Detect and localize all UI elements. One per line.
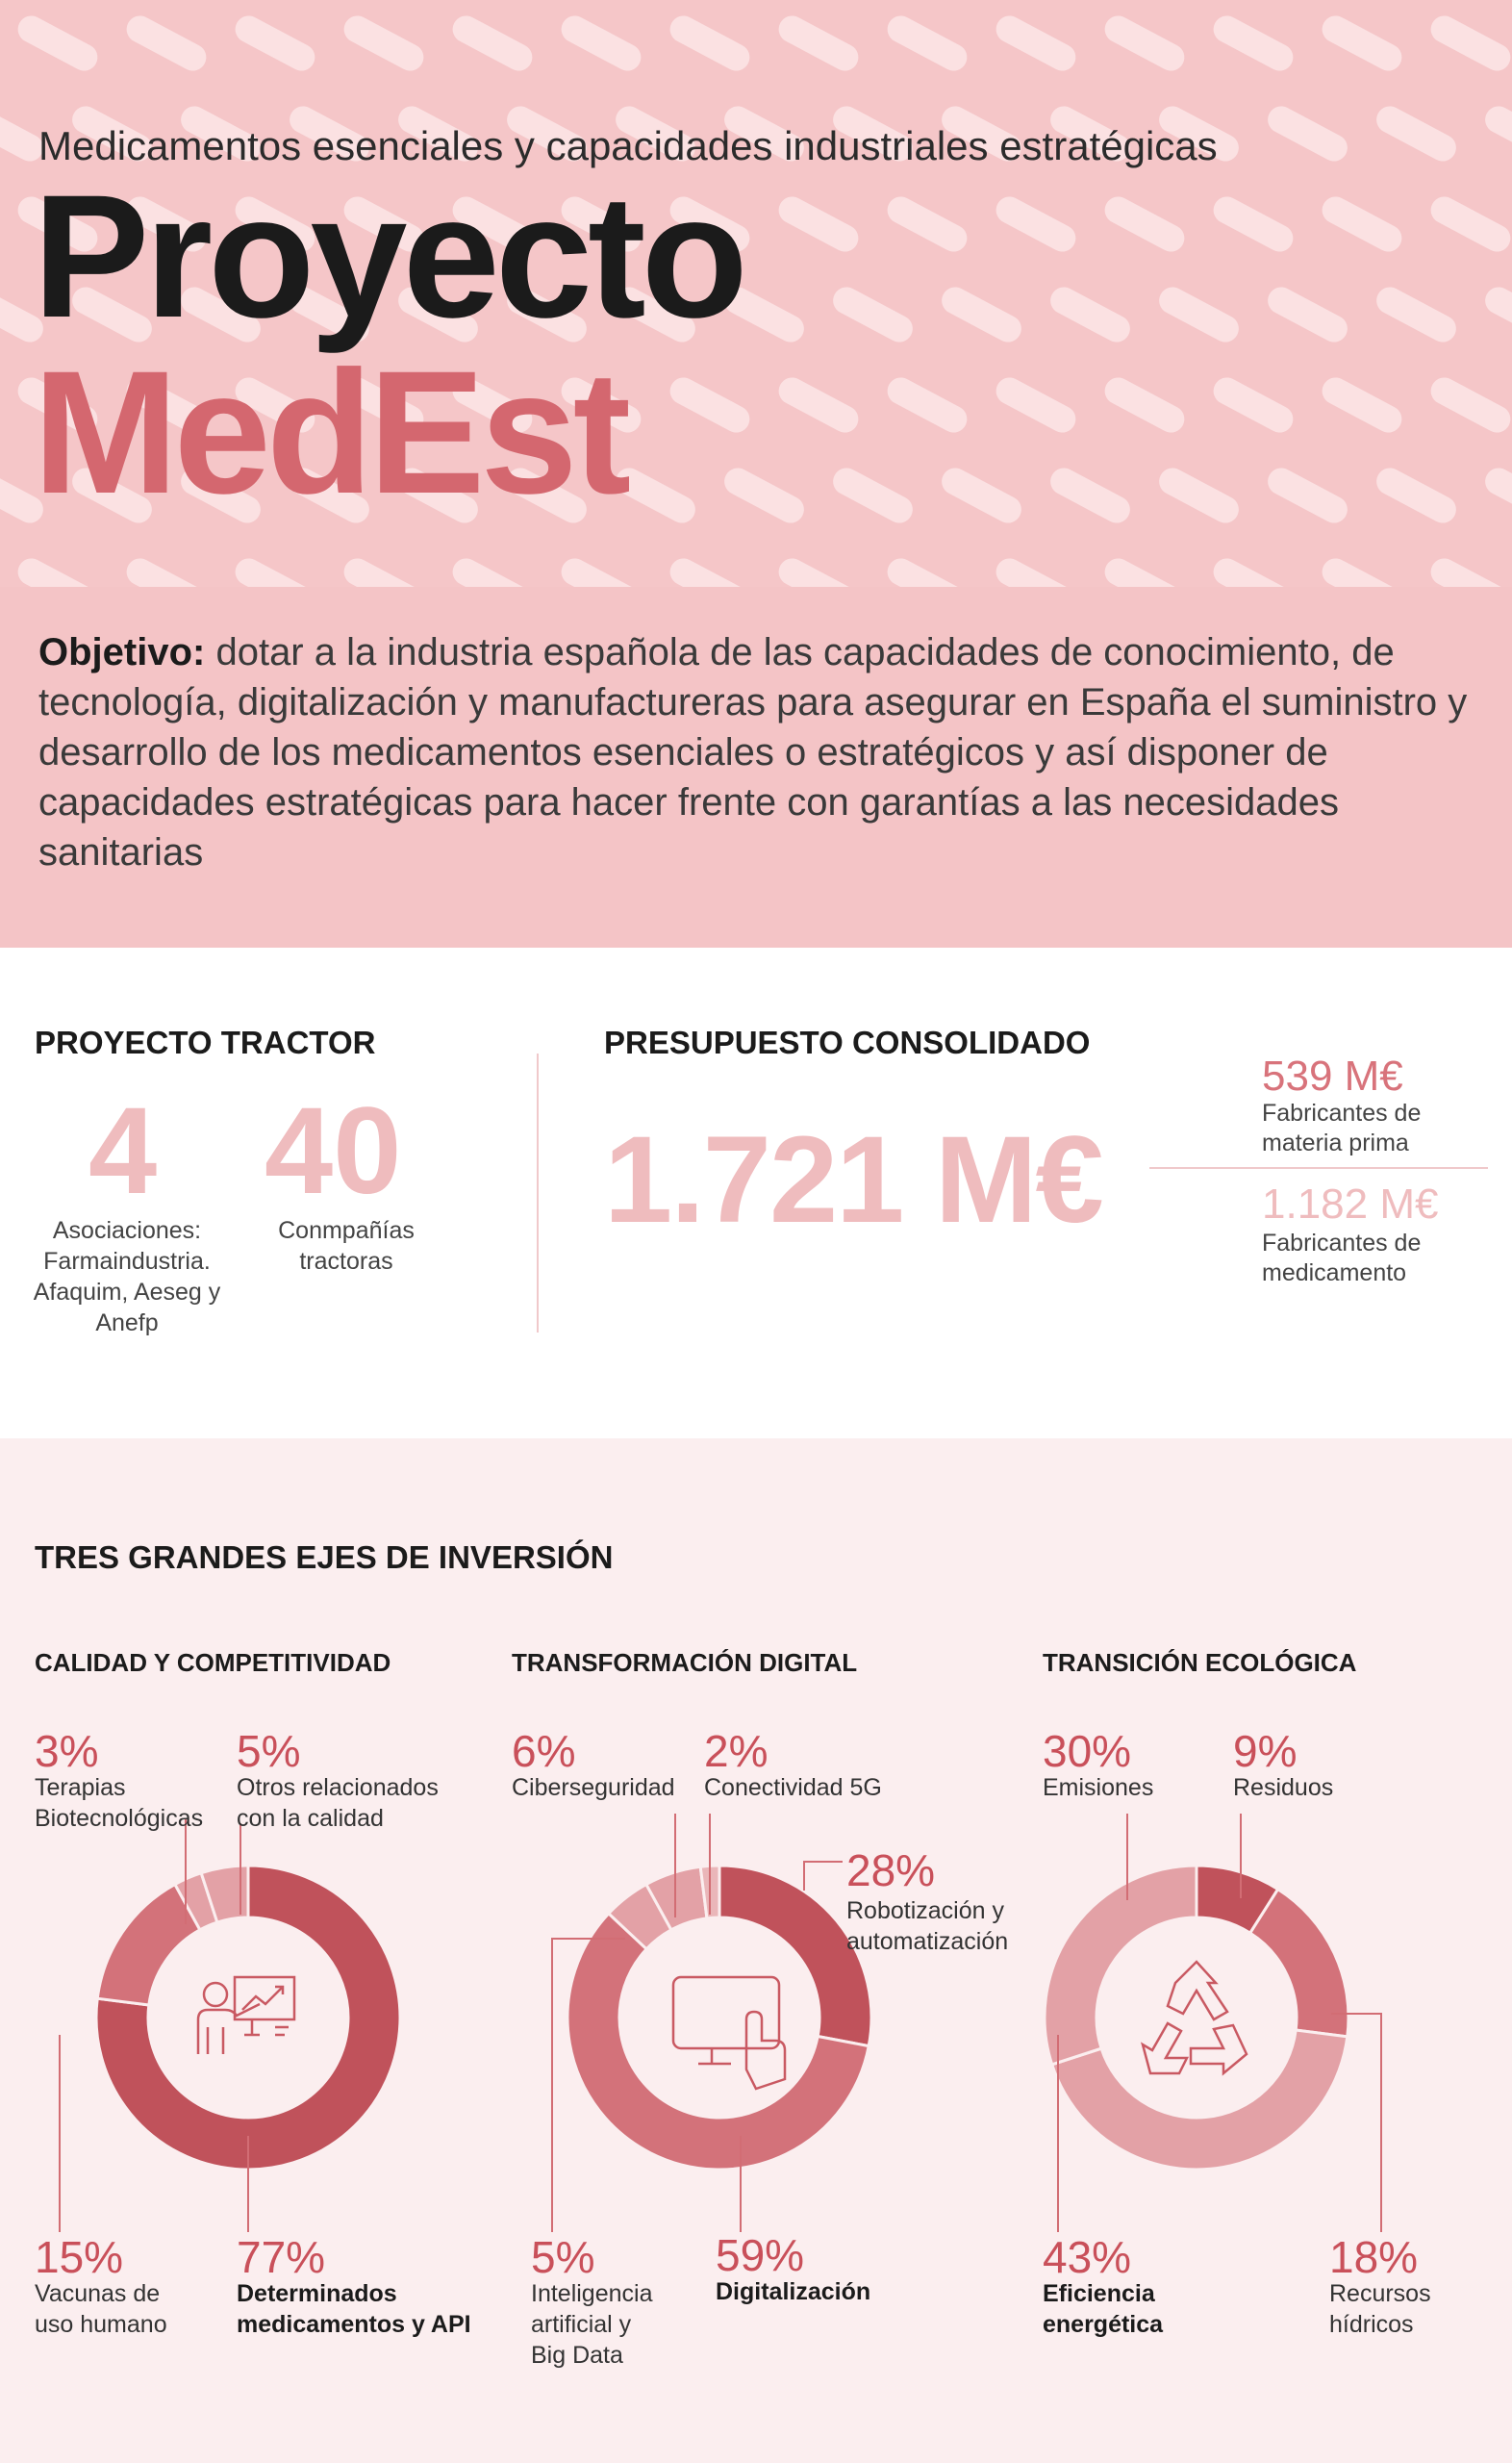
pill-shape bbox=[1318, 554, 1407, 587]
chart-3-label-residuos: Residuos bbox=[1233, 1774, 1334, 1801]
pill-shape bbox=[1426, 554, 1512, 587]
budget-heading: PRESUPUESTO CONSOLIDADO bbox=[604, 1025, 1091, 1060]
chart-2-pct-ia: 5% bbox=[531, 2232, 595, 2282]
chart-1-pct-medicamentos: 77% bbox=[237, 2232, 326, 2282]
chart-2-label-robotizacion: Robotización y automatización bbox=[846, 1897, 1009, 1955]
manufacturer-label: Fabricantes de medicamento bbox=[1262, 1230, 1422, 1286]
donut-1-hole bbox=[148, 1917, 348, 2118]
pill-shape bbox=[992, 12, 1081, 76]
pill-shape bbox=[1046, 283, 1135, 347]
chart-3-pct-residuos: 9% bbox=[1233, 1726, 1298, 1776]
pill-shape bbox=[992, 192, 1081, 257]
header-banner bbox=[0, 0, 1512, 587]
pill-shape bbox=[666, 373, 755, 438]
pill-shape bbox=[1318, 373, 1407, 438]
tractor-heading: PROYECTO TRACTOR bbox=[35, 1025, 376, 1060]
chart-1-label-otros: Otros relacionados con la calidad bbox=[237, 1774, 439, 1832]
budget-split-line bbox=[1149, 1167, 1488, 1169]
pill-shape bbox=[883, 373, 972, 438]
pill-shape bbox=[774, 12, 864, 76]
pill-shape bbox=[1209, 373, 1298, 438]
chart-3-pct-eficiencia: 43% bbox=[1043, 2232, 1132, 2282]
pill-shape bbox=[122, 12, 212, 76]
pill-shape bbox=[1209, 554, 1298, 587]
chart-3-label-emisiones: Emisiones bbox=[1043, 1774, 1154, 1801]
summary-section bbox=[0, 948, 1512, 1438]
section-divider bbox=[537, 1054, 539, 1333]
donut-chart-2 bbox=[567, 1866, 871, 2170]
pill-shape bbox=[1426, 12, 1512, 76]
title-line-2: MedEst bbox=[33, 334, 627, 530]
chart-3-title: TRANSICIÓN ECOLÓGICA bbox=[1043, 1648, 1357, 1677]
pill-shape bbox=[1263, 283, 1352, 347]
budget-total: 1.721 M€ bbox=[604, 1111, 1102, 1249]
chart-2-pct-digitalizacion: 59% bbox=[716, 2230, 805, 2280]
pill-shape bbox=[1209, 12, 1298, 76]
pill-shape bbox=[448, 554, 538, 587]
chart-2-label-digitalizacion: Digitalización bbox=[716, 2278, 871, 2305]
objective-body: dotar a la industria española de las capacidades de conocimiento, de tecnología, digitalización y manufactureras para asegurar en España el suministro y desarrollo de los medicamentos esenciales o estratégicos y así disponer de capacidades estratégicas para hacer frente con garantías a las necesidades sanitarias bbox=[38, 631, 1468, 874]
title-line-1: Proyecto bbox=[33, 158, 743, 354]
pill-shape bbox=[1480, 283, 1512, 347]
pill-shape bbox=[937, 283, 1026, 347]
pill-shape bbox=[1263, 102, 1352, 166]
chart-2-label-5g: Conectividad 5G bbox=[704, 1774, 882, 1801]
pill-shape bbox=[1154, 283, 1244, 347]
chart-1-label-medicamentos: Determinados medicamentos y API bbox=[237, 2280, 471, 2338]
raw-material-label: Fabricantes de materia prima bbox=[1262, 1100, 1422, 1156]
header-subtitle: Medicamentos esenciales y capacidades industriales estratégicas bbox=[38, 123, 1218, 168]
donut-chart-1 bbox=[96, 1866, 400, 2170]
pill-shape bbox=[1372, 102, 1461, 166]
pill-shape bbox=[448, 12, 538, 76]
pill-shape bbox=[1372, 283, 1461, 347]
pill-shape bbox=[992, 554, 1081, 587]
pill-shape bbox=[1100, 373, 1190, 438]
pill-shape bbox=[1100, 554, 1190, 587]
pill-shape bbox=[1426, 373, 1512, 438]
pill-shape bbox=[937, 464, 1026, 528]
pill-shape bbox=[1318, 12, 1407, 76]
pill-shape bbox=[992, 373, 1081, 438]
chart-2-pct-ciberseguridad: 6% bbox=[512, 1726, 576, 1776]
pill-shape bbox=[828, 283, 918, 347]
pill-shape bbox=[231, 554, 320, 587]
donut-charts bbox=[0, 1438, 1512, 2463]
investment-heading: TRES GRANDES EJES DE INVERSIÓN bbox=[35, 1539, 614, 1575]
pill-shape bbox=[1480, 464, 1512, 528]
pill-shape bbox=[13, 554, 103, 587]
pill-shape bbox=[1372, 464, 1461, 528]
pill-shape bbox=[13, 12, 103, 76]
pill-shape bbox=[666, 12, 755, 76]
pill-shape bbox=[231, 12, 320, 76]
chart-3-label-recursos: Recursos hídricos bbox=[1329, 2280, 1431, 2338]
chart-2-pct-5g: 2% bbox=[704, 1726, 769, 1776]
donut-2-hole bbox=[619, 1917, 819, 2118]
chart-2-label-ciberseguridad: Ciberseguridad bbox=[512, 1774, 675, 1801]
pill-shape bbox=[774, 373, 864, 438]
pill-shape bbox=[1263, 464, 1352, 528]
chart-2-pct-robotizacion: 28% bbox=[846, 1845, 936, 1895]
chart-1-label-vacunas: Vacunas de uso humano bbox=[35, 2280, 167, 2338]
pill-shape bbox=[557, 12, 646, 76]
pill-shape bbox=[122, 554, 212, 587]
pill-shape bbox=[828, 464, 918, 528]
pill-shape bbox=[774, 554, 864, 587]
leader-line bbox=[804, 1862, 843, 1891]
associations-label: Asociaciones: Farmaindustria. Afaquim, Aeseg y Anefp bbox=[33, 1217, 221, 1336]
chart-1-pct-vacunas: 15% bbox=[35, 2232, 124, 2282]
pill-shape bbox=[666, 554, 755, 587]
chart-2-label-ia: Inteligencia artificial y Big Data bbox=[531, 2280, 653, 2369]
associations-value: 4 bbox=[88, 1082, 158, 1220]
objective-section bbox=[0, 587, 1512, 948]
donut-chart-3 bbox=[1045, 1866, 1348, 2170]
chart-1-pct-otros: 5% bbox=[237, 1726, 301, 1776]
pill-shape bbox=[1209, 192, 1298, 257]
companies-label: Conmpañías tractoras bbox=[278, 1217, 415, 1275]
pill-shape bbox=[883, 12, 972, 76]
donut-3-hole bbox=[1096, 1917, 1297, 2118]
pill-shape bbox=[774, 192, 864, 257]
pill-shape bbox=[883, 554, 972, 587]
objective-text bbox=[38, 627, 1481, 877]
companies-value: 40 bbox=[265, 1082, 402, 1220]
raw-material-value: 539 M€ bbox=[1262, 1053, 1403, 1100]
pill-shape bbox=[1100, 192, 1190, 257]
pill-shape bbox=[557, 554, 646, 587]
chart-2-title: TRANSFORMACIÓN DIGITAL bbox=[512, 1648, 858, 1677]
chart-3-pct-emisiones: 30% bbox=[1043, 1726, 1132, 1776]
pill-shape bbox=[1100, 12, 1190, 76]
chart-1-label-terapias: Terapias Biotecnológicas bbox=[35, 1774, 204, 1832]
chart-3-pct-recursos: 18% bbox=[1329, 2232, 1419, 2282]
pill-shape bbox=[883, 192, 972, 257]
chart-3-label-eficiencia: Eficiencia energética bbox=[1043, 2280, 1164, 2338]
investment-section bbox=[0, 1438, 1512, 2463]
chart-1-pct-terapias: 3% bbox=[35, 1726, 99, 1776]
pill-shape bbox=[1480, 102, 1512, 166]
pill-shape bbox=[1318, 192, 1407, 257]
pill-shape bbox=[340, 554, 429, 587]
pill-shape bbox=[719, 464, 809, 528]
pill-shape bbox=[340, 12, 429, 76]
objective-label: Objetivo: bbox=[38, 631, 206, 673]
pill-shape bbox=[1154, 464, 1244, 528]
pill-shape bbox=[1426, 192, 1512, 257]
manufacturer-value: 1.182 M€ bbox=[1262, 1181, 1439, 1228]
chart-1-title: CALIDAD Y COMPETITIVIDAD bbox=[35, 1648, 391, 1677]
pill-shape bbox=[1046, 464, 1135, 528]
